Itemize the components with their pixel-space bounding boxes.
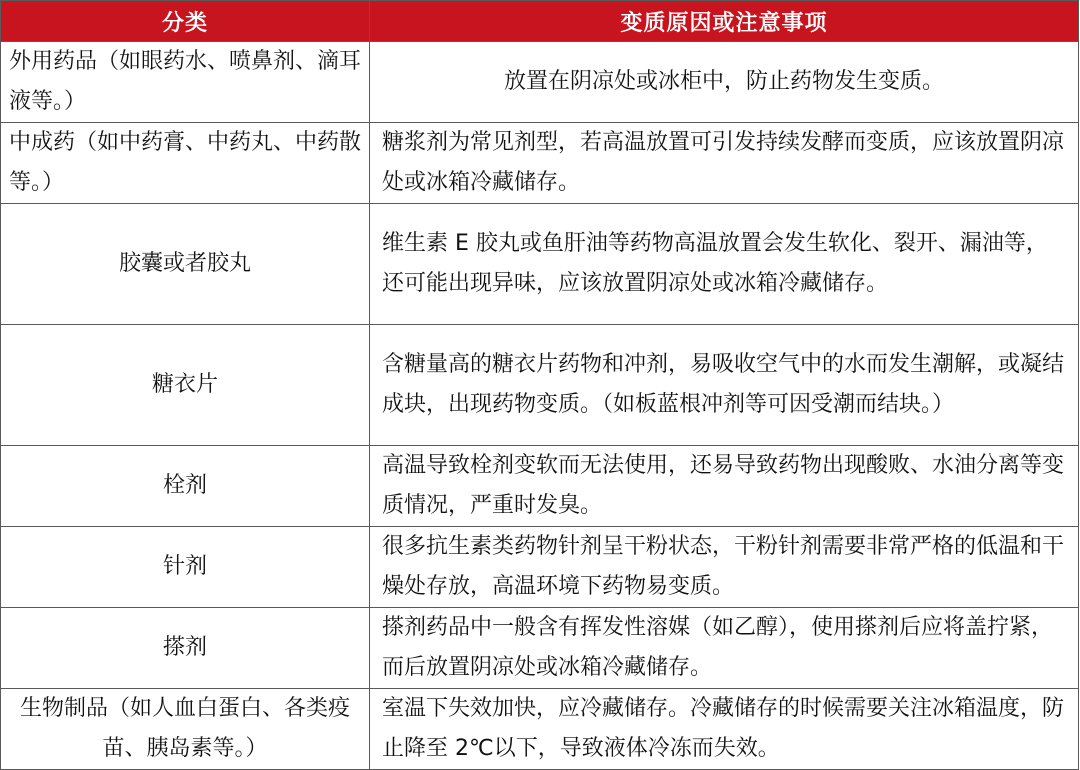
table-row: [1, 527, 1079, 608]
table-row: [1, 325, 1079, 446]
row-category: 中成药（如中药膏、中药丸、中药散等。）: [1, 123, 370, 204]
table-row: [1, 689, 1079, 770]
row-category: 胶囊或者胶丸: [1, 204, 370, 325]
row-category: 针剂: [1, 527, 370, 608]
table-row: [1, 123, 1079, 204]
row-category: 外用药品（如眼药水、喷鼻剂、滴耳液等。）: [1, 42, 370, 123]
row-note: 搽剂药品中一般含有挥发性溶媒（如乙醇），使用搽剂后应将盖拧紧，而后放置阴凉处或冰箱冷藏储存。: [370, 608, 1079, 689]
row-note: 糖浆剂为常见剂型，若高温放置可引发持续发酵而变质，应该放置阴凉处或冰箱冷藏储存。: [370, 123, 1079, 204]
row-note: 含糖量高的糖衣片药物和冲剂，易吸收空气中的水而发生潮解，或凝结成块，出现药物变质。（如板蓝根冲剂等可因受潮而结块。）: [370, 325, 1079, 446]
header-notes: 变质原因或注意事项: [370, 1, 1079, 42]
header-category: 分类: [1, 1, 370, 42]
table-header-row: [1, 1, 1079, 42]
row-category: 生物制品（如人血白蛋白、各类疫苗、胰岛素等。）: [1, 689, 370, 770]
row-note: 很多抗生素类药物针剂呈干粉状态，干粉针剂需要非常严格的低温和干燥处存放，高温环境下药物易变质。: [370, 527, 1079, 608]
table-row: [1, 42, 1079, 123]
row-category: 栓剂: [1, 446, 370, 527]
row-category: 搽剂: [1, 608, 370, 689]
row-note: 高温导致栓剂变软而无法使用，还易导致药物出现酸败、水油分离等变质情况，严重时发臭。: [370, 446, 1079, 527]
row-note: 放置在阴凉处或冰柜中，防止药物发生变质。: [370, 42, 1079, 123]
table-row: [1, 446, 1079, 527]
table-row: [1, 204, 1079, 325]
row-note: 维生素 E 胶丸或鱼肝油等药物高温放置会发生软化、裂开、漏油等，还可能出现异味，应该放置阴凉处或冰箱冷藏储存。: [370, 204, 1079, 325]
row-note: 室温下失效加快，应冷藏储存。冷藏储存的时候需要关注冰箱温度，防止降至 2℃以下，导致液体冷冻而失效。: [370, 689, 1079, 770]
row-category: 糖衣片: [1, 325, 370, 446]
table-row: [1, 608, 1079, 689]
